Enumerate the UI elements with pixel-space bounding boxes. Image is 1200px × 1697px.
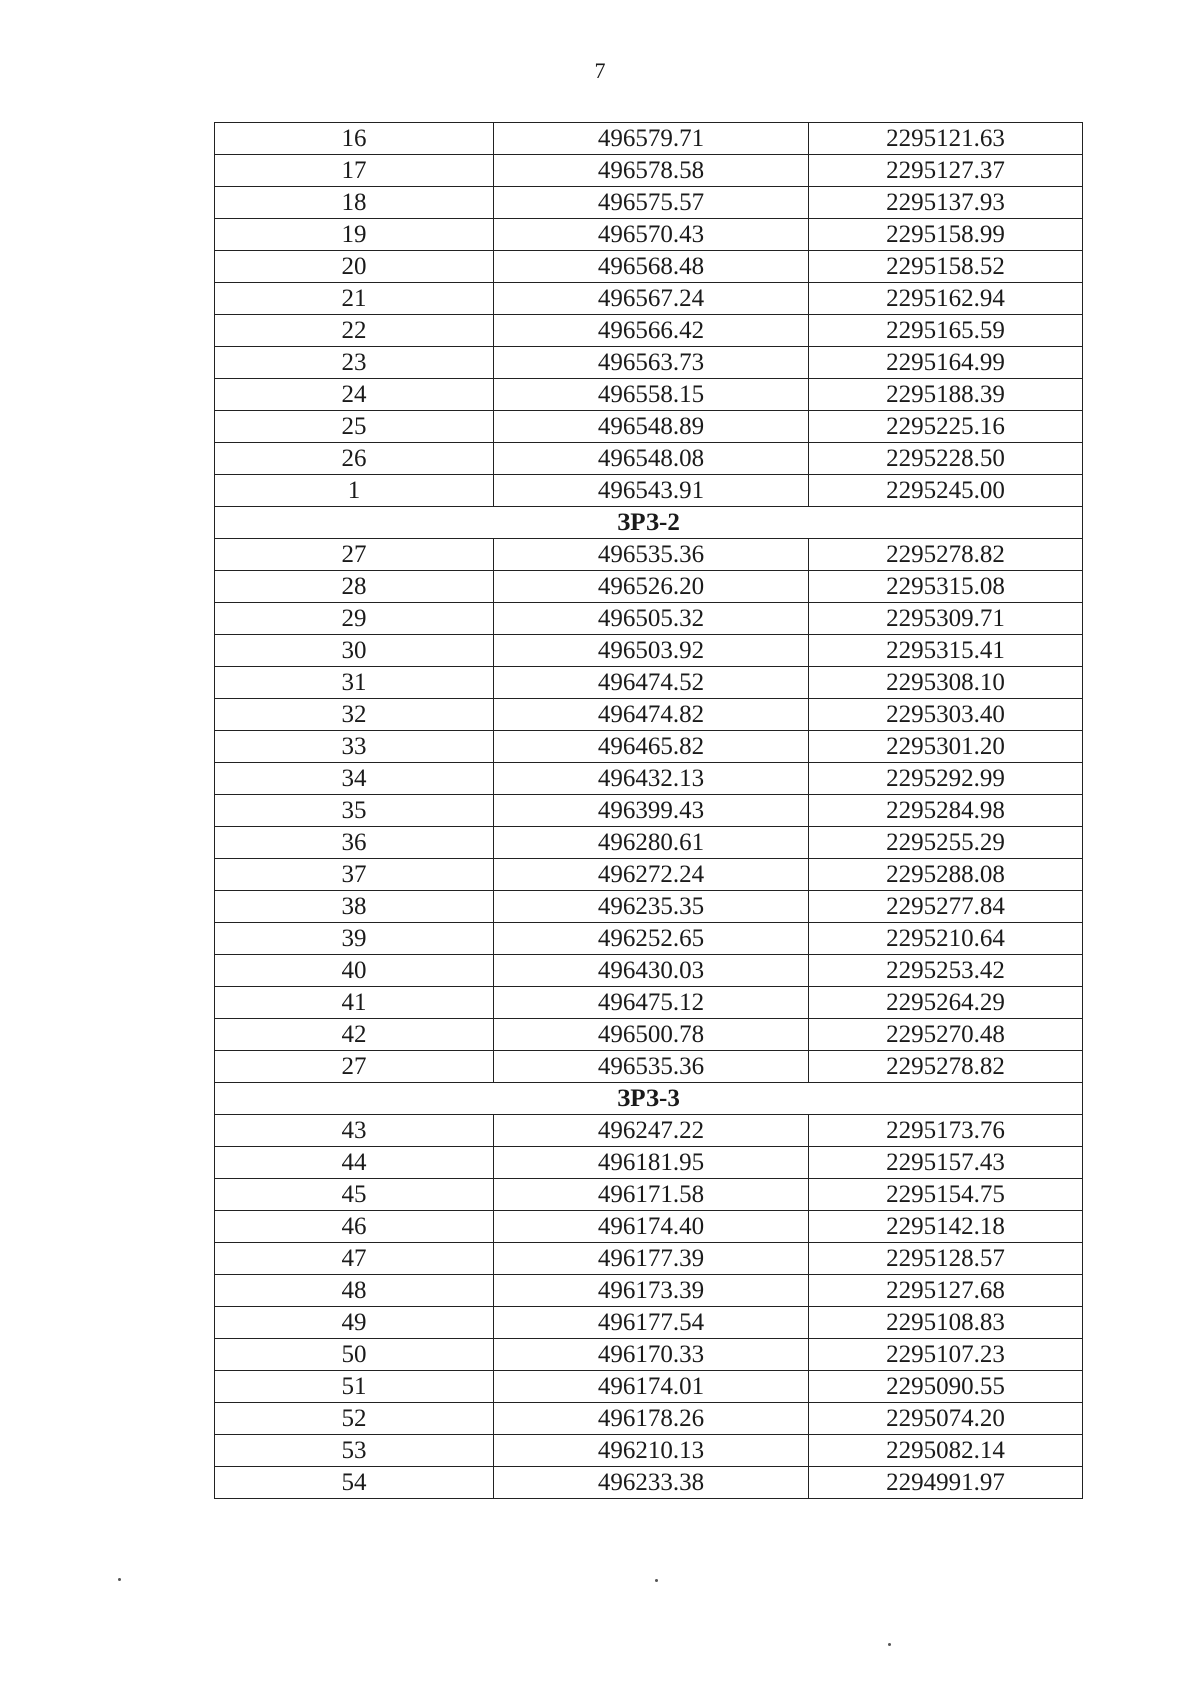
y-coordinate-cell: 2295173.76: [809, 1115, 1083, 1147]
coordinates-table: [214, 122, 1083, 1499]
point-number-cell: 44: [215, 1147, 494, 1179]
y-coordinate-cell: 2295303.40: [809, 699, 1083, 731]
y-coordinate-cell: 2295137.93: [809, 187, 1083, 219]
table-row: [215, 1051, 1083, 1083]
y-coordinate-cell: 2295264.29: [809, 987, 1083, 1019]
point-number-cell: 46: [215, 1211, 494, 1243]
point-number-cell: 27: [215, 539, 494, 571]
x-coordinate-cell: 496548.08: [494, 443, 809, 475]
x-coordinate-cell: 496210.13: [494, 1435, 809, 1467]
point-number-cell: 21: [215, 283, 494, 315]
table-row: [215, 1147, 1083, 1179]
x-coordinate-cell: 496399.43: [494, 795, 809, 827]
table-row: [215, 411, 1083, 443]
y-coordinate-cell: 2295315.08: [809, 571, 1083, 603]
x-coordinate-cell: 496170.33: [494, 1339, 809, 1371]
y-coordinate-cell: 2295278.82: [809, 539, 1083, 571]
point-number-cell: 36: [215, 827, 494, 859]
y-coordinate-cell: 2295309.71: [809, 603, 1083, 635]
y-coordinate-cell: 2295278.82: [809, 1051, 1083, 1083]
point-number-cell: 20: [215, 251, 494, 283]
x-coordinate-cell: 496558.15: [494, 379, 809, 411]
x-coordinate-cell: 496503.92: [494, 635, 809, 667]
y-coordinate-cell: 2295288.08: [809, 859, 1083, 891]
section-title: ЗРЗ-2: [215, 507, 1083, 539]
x-coordinate-cell: 496575.57: [494, 187, 809, 219]
x-coordinate-cell: 496526.20: [494, 571, 809, 603]
table-row: [215, 123, 1083, 155]
point-number-cell: 41: [215, 987, 494, 1019]
scan-speck: [118, 1578, 121, 1581]
point-number-cell: 45: [215, 1179, 494, 1211]
point-number-cell: 38: [215, 891, 494, 923]
x-coordinate-cell: 496578.58: [494, 155, 809, 187]
table-row: [215, 859, 1083, 891]
table-row: [215, 923, 1083, 955]
table-row: [215, 1243, 1083, 1275]
y-coordinate-cell: 2295308.10: [809, 667, 1083, 699]
x-coordinate-cell: 496567.24: [494, 283, 809, 315]
y-coordinate-cell: 2295142.18: [809, 1211, 1083, 1243]
x-coordinate-cell: 496579.71: [494, 123, 809, 155]
x-coordinate-cell: 496563.73: [494, 347, 809, 379]
y-coordinate-cell: 2295157.43: [809, 1147, 1083, 1179]
point-number-cell: 50: [215, 1339, 494, 1371]
y-coordinate-cell: 2295225.16: [809, 411, 1083, 443]
table-row: [215, 635, 1083, 667]
point-number-cell: 42: [215, 1019, 494, 1051]
y-coordinate-cell: 2295284.98: [809, 795, 1083, 827]
table-row: [215, 699, 1083, 731]
point-number-cell: 32: [215, 699, 494, 731]
table-row: [215, 1275, 1083, 1307]
table-row: [215, 1019, 1083, 1051]
x-coordinate-cell: 496570.43: [494, 219, 809, 251]
point-number-cell: 16: [215, 123, 494, 155]
point-number-cell: 27: [215, 1051, 494, 1083]
table-row: [215, 955, 1083, 987]
table-row: [215, 475, 1083, 507]
y-coordinate-cell: 2295277.84: [809, 891, 1083, 923]
x-coordinate-cell: 496252.65: [494, 923, 809, 955]
table-row: [215, 1211, 1083, 1243]
scan-speck: [655, 1579, 658, 1582]
y-coordinate-cell: 2295292.99: [809, 763, 1083, 795]
x-coordinate-cell: 496247.22: [494, 1115, 809, 1147]
point-number-cell: 37: [215, 859, 494, 891]
x-coordinate-cell: 496543.91: [494, 475, 809, 507]
x-coordinate-cell: 496181.95: [494, 1147, 809, 1179]
table-row: [215, 763, 1083, 795]
y-coordinate-cell: 2295210.64: [809, 923, 1083, 955]
point-number-cell: 40: [215, 955, 494, 987]
x-coordinate-cell: 496535.36: [494, 1051, 809, 1083]
x-coordinate-cell: 496475.12: [494, 987, 809, 1019]
x-coordinate-cell: 496178.26: [494, 1403, 809, 1435]
point-number-cell: 39: [215, 923, 494, 955]
table-row: [215, 1179, 1083, 1211]
y-coordinate-cell: 2295188.39: [809, 379, 1083, 411]
x-coordinate-cell: 496430.03: [494, 955, 809, 987]
table-row: [215, 1307, 1083, 1339]
point-number-cell: 29: [215, 603, 494, 635]
point-number-cell: 52: [215, 1403, 494, 1435]
point-number-cell: 35: [215, 795, 494, 827]
table-row: [215, 1403, 1083, 1435]
y-coordinate-cell: 2295107.23: [809, 1339, 1083, 1371]
table-row: [215, 251, 1083, 283]
point-number-cell: 43: [215, 1115, 494, 1147]
section-title: ЗРЗ-3: [215, 1083, 1083, 1115]
x-coordinate-cell: 496171.58: [494, 1179, 809, 1211]
point-number-cell: 51: [215, 1371, 494, 1403]
table-row: [215, 603, 1083, 635]
x-coordinate-cell: 496568.48: [494, 251, 809, 283]
x-coordinate-cell: 496566.42: [494, 315, 809, 347]
table-row: [215, 667, 1083, 699]
y-coordinate-cell: 2295270.48: [809, 1019, 1083, 1051]
x-coordinate-cell: 496177.54: [494, 1307, 809, 1339]
table-row: [215, 283, 1083, 315]
y-coordinate-cell: 2295162.94: [809, 283, 1083, 315]
point-number-cell: 19: [215, 219, 494, 251]
section-header-row: [215, 1083, 1083, 1115]
point-number-cell: 1: [215, 475, 494, 507]
y-coordinate-cell: 2295228.50: [809, 443, 1083, 475]
point-number-cell: 49: [215, 1307, 494, 1339]
point-number-cell: 53: [215, 1435, 494, 1467]
x-coordinate-cell: 496432.13: [494, 763, 809, 795]
y-coordinate-cell: 2295082.14: [809, 1435, 1083, 1467]
y-coordinate-cell: 2295127.68: [809, 1275, 1083, 1307]
scan-speck: [888, 1643, 891, 1646]
section-header-row: [215, 507, 1083, 539]
y-coordinate-cell: 2295158.52: [809, 251, 1083, 283]
table-row: [215, 1371, 1083, 1403]
x-coordinate-cell: 496173.39: [494, 1275, 809, 1307]
x-coordinate-cell: 496465.82: [494, 731, 809, 763]
y-coordinate-cell: 2295245.00: [809, 475, 1083, 507]
y-coordinate-cell: 2295154.75: [809, 1179, 1083, 1211]
point-number-cell: 25: [215, 411, 494, 443]
x-coordinate-cell: 496505.32: [494, 603, 809, 635]
point-number-cell: 31: [215, 667, 494, 699]
x-coordinate-cell: 496272.24: [494, 859, 809, 891]
point-number-cell: 30: [215, 635, 494, 667]
table-row: [215, 1467, 1083, 1499]
point-number-cell: 22: [215, 315, 494, 347]
table-row: [215, 379, 1083, 411]
table-row: [215, 347, 1083, 379]
table-row: [215, 1339, 1083, 1371]
point-number-cell: 17: [215, 155, 494, 187]
y-coordinate-cell: 2294991.97: [809, 1467, 1083, 1499]
x-coordinate-cell: 496474.82: [494, 699, 809, 731]
point-number-cell: 23: [215, 347, 494, 379]
table-row: [215, 539, 1083, 571]
y-coordinate-cell: 2295164.99: [809, 347, 1083, 379]
x-coordinate-cell: 496280.61: [494, 827, 809, 859]
table-row: [215, 987, 1083, 1019]
y-coordinate-cell: 2295090.55: [809, 1371, 1083, 1403]
y-coordinate-cell: 2295253.42: [809, 955, 1083, 987]
y-coordinate-cell: 2295301.20: [809, 731, 1083, 763]
x-coordinate-cell: 496535.36: [494, 539, 809, 571]
table-row: [215, 315, 1083, 347]
table-row: [215, 1435, 1083, 1467]
y-coordinate-cell: 2295128.57: [809, 1243, 1083, 1275]
y-coordinate-cell: 2295127.37: [809, 155, 1083, 187]
table-row: [215, 731, 1083, 763]
x-coordinate-cell: 496233.38: [494, 1467, 809, 1499]
point-number-cell: 18: [215, 187, 494, 219]
y-coordinate-cell: 2295315.41: [809, 635, 1083, 667]
y-coordinate-cell: 2295158.99: [809, 219, 1083, 251]
point-number-cell: 34: [215, 763, 494, 795]
point-number-cell: 54: [215, 1467, 494, 1499]
y-coordinate-cell: 2295255.29: [809, 827, 1083, 859]
x-coordinate-cell: 496174.40: [494, 1211, 809, 1243]
x-coordinate-cell: 496174.01: [494, 1371, 809, 1403]
x-coordinate-cell: 496500.78: [494, 1019, 809, 1051]
table-row: [215, 1115, 1083, 1147]
y-coordinate-cell: 2295074.20: [809, 1403, 1083, 1435]
table-row: [215, 795, 1083, 827]
point-number-cell: 24: [215, 379, 494, 411]
table-row: [215, 571, 1083, 603]
y-coordinate-cell: 2295108.83: [809, 1307, 1083, 1339]
y-coordinate-cell: 2295165.59: [809, 315, 1083, 347]
x-coordinate-cell: 496235.35: [494, 891, 809, 923]
table-row: [215, 891, 1083, 923]
table-row: [215, 443, 1083, 475]
table-row: [215, 219, 1083, 251]
page-number: 7: [594, 58, 606, 83]
x-coordinate-cell: 496474.52: [494, 667, 809, 699]
y-coordinate-cell: 2295121.63: [809, 123, 1083, 155]
coordinates-table-body: [215, 123, 1083, 1499]
table-row: [215, 155, 1083, 187]
x-coordinate-cell: 496548.89: [494, 411, 809, 443]
table-row: [215, 187, 1083, 219]
table-row: [215, 827, 1083, 859]
point-number-cell: 26: [215, 443, 494, 475]
point-number-cell: 33: [215, 731, 494, 763]
point-number-cell: 28: [215, 571, 494, 603]
point-number-cell: 47: [215, 1243, 494, 1275]
x-coordinate-cell: 496177.39: [494, 1243, 809, 1275]
point-number-cell: 48: [215, 1275, 494, 1307]
